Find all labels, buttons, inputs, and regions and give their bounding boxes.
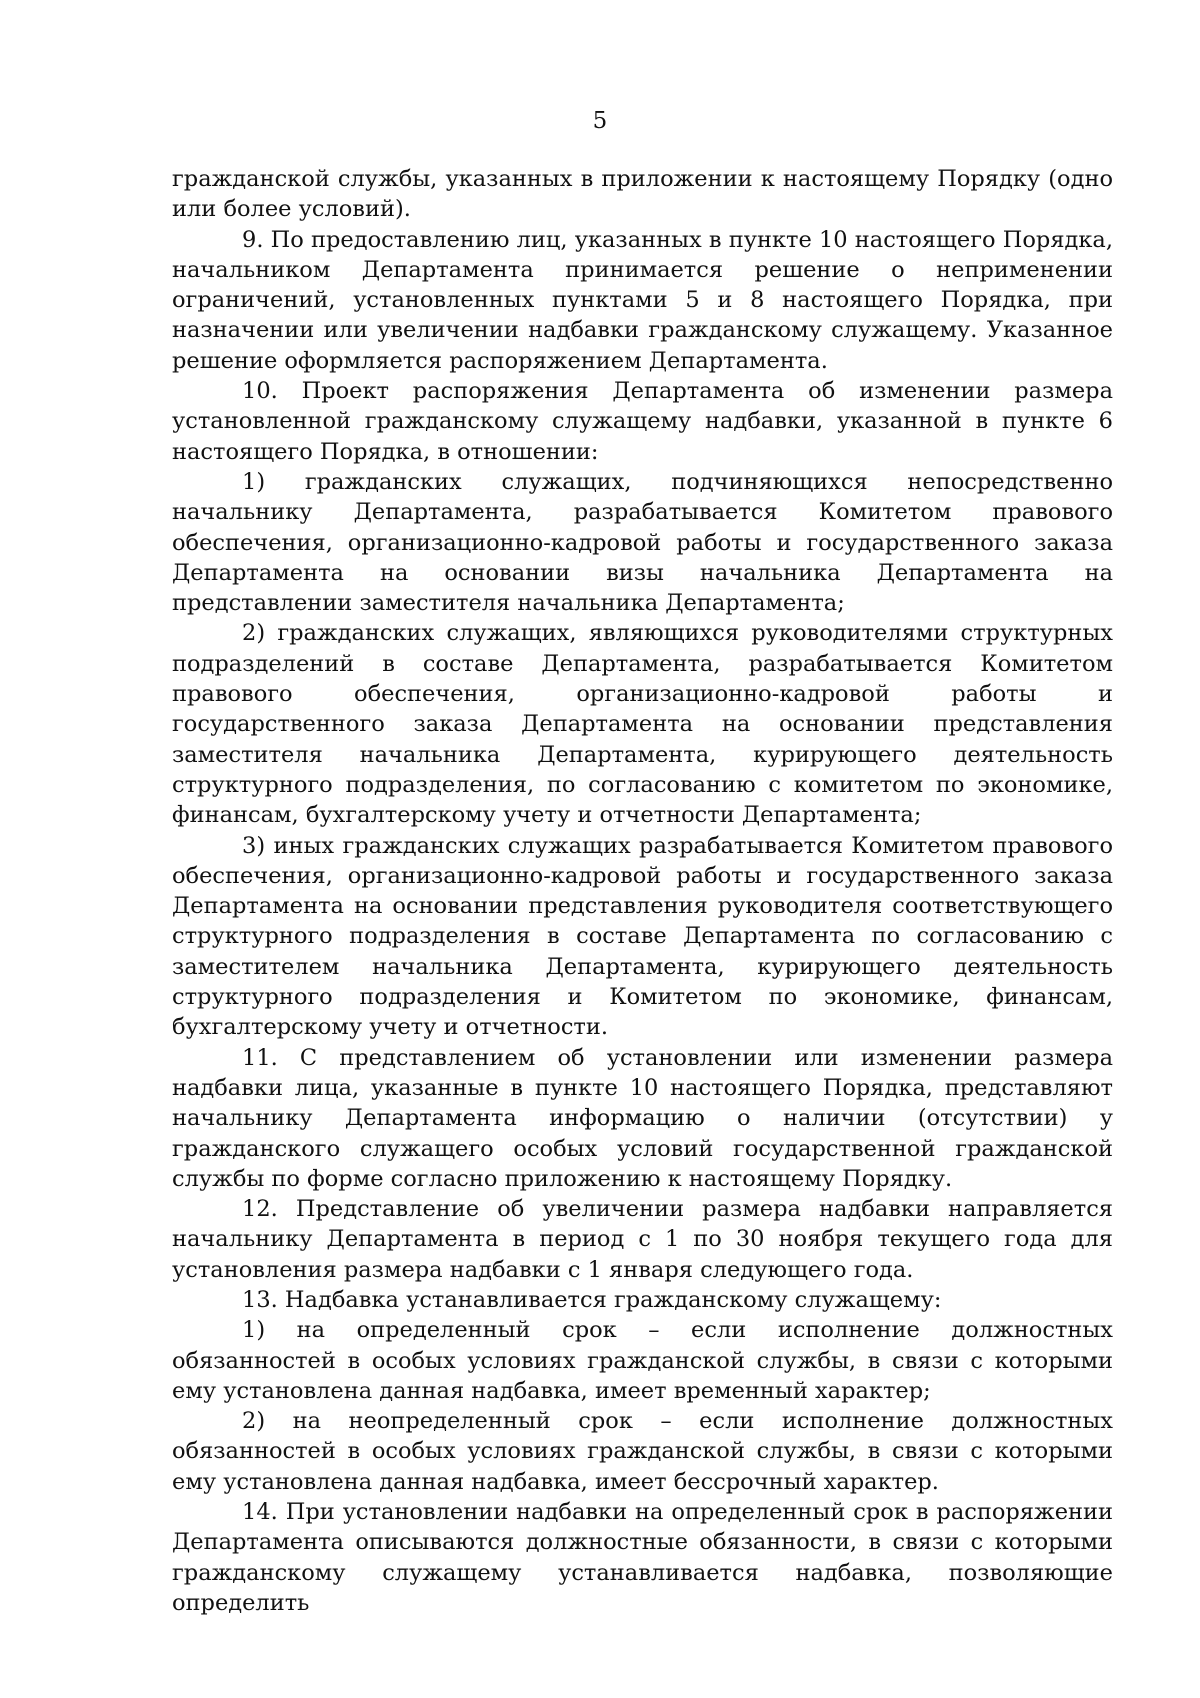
paragraph-item-11: 11. С представлением об установлении или изменении размера надбавки лица, указанные в пункте 10 настоящего Порядка, представляют начальнику Департамента информацию о наличии (отсутствии) у гражданского служащего особых условий государственной гражданской службы по форме согласно приложению к настоящему Порядку. [172, 1044, 1113, 1192]
paragraph-continuation: гражданской службы, указанных в приложении к настоящему Порядку (одно или более условий). [172, 166, 1113, 223]
paragraph-item-10-2: 2) гражданских служащих, являющихся руководителями структурных подразделений в составе Департамента, разрабатывается Комитетом правового обеспечения, организационно-кадровой работы и государственного заказа Департамента на основании представления заместителя начальника Департамента, курирующего деятельность структурного подразделения, по согласованию с комитетом по экономике, финансам, бухгалтерскому учету и отчетности Департамента; [172, 620, 1113, 829]
paragraph-item-10: 10. Проект распоряжения Департамента об изменении размера установленной гражданскому служащему надбавки, указанной в пункте 6 настоящего Порядка, в отношении: [172, 378, 1113, 465]
paragraph-item-13: 13. Надбавка устанавливается гражданскому служащему: [242, 1286, 942, 1313]
paragraph-item-14: 14. При установлении надбавки на определенный срок в распоряжении Департамента описываются должностные обязанности, в связи с которыми гражданскому служащему устанавливается надбавка, позволяющие определить [172, 1499, 1113, 1616]
document-body [172, 164, 1113, 1618]
paragraph-item-12: 12. Представление об увеличении размера надбавки направляется начальнику Департамента в период с 1 по 30 ноября текущего года для установления размера надбавки с 1 января следующего года. [172, 1196, 1113, 1283]
paragraph-item-10-1: 1) гражданских служащих, подчиняющихся непосредственно начальнику Департамента, разрабатывается Комитетом правового обеспечения, организационно-кадровой работы и государственного заказа Департамента на основании визы начальника Департамента на представлении заместителя начальника Департамента; [172, 468, 1113, 617]
paragraph-item-13-2: 2) на неопределенный срок – если исполнение должностных обязанностей в особых условиях гражданской службы, в связи с которыми ему установлена данная надбавка, имеет бессрочный характер. [172, 1408, 1113, 1495]
paragraph-item-9: 9. По предоставлению лиц, указанных в пункте 10 настоящего Порядка, начальником Департамента принимается решение о неприменении ограничений, установленных пунктами 5 и 8 настоящего Порядка, при назначении или увеличении надбавки гражданскому служащему. Указанное решение оформляется распоряжением Департамента. [172, 226, 1113, 374]
paragraph-item-13-1: 1) на определенный срок – если исполнение должностных обязанностей в особых условиях гражданской службы, в связи с которыми ему установлена данная надбавка, имеет временный характер; [172, 1317, 1113, 1404]
page-number: 5 [592, 108, 608, 134]
paragraph-item-10-3: 3) иных гражданских служащих разрабатывается Комитетом правового обеспечения, организационно-кадровой работы и государственного заказа Департамента на основании представления руководителя соответствующего структурного подразделения в составе Департамента по согласованию с заместителем начальника Департамента, курирующего деятельность структурного подразделения и Комитетом по экономике, финансам, бухгалтерскому учету и отчетности. [172, 832, 1113, 1041]
